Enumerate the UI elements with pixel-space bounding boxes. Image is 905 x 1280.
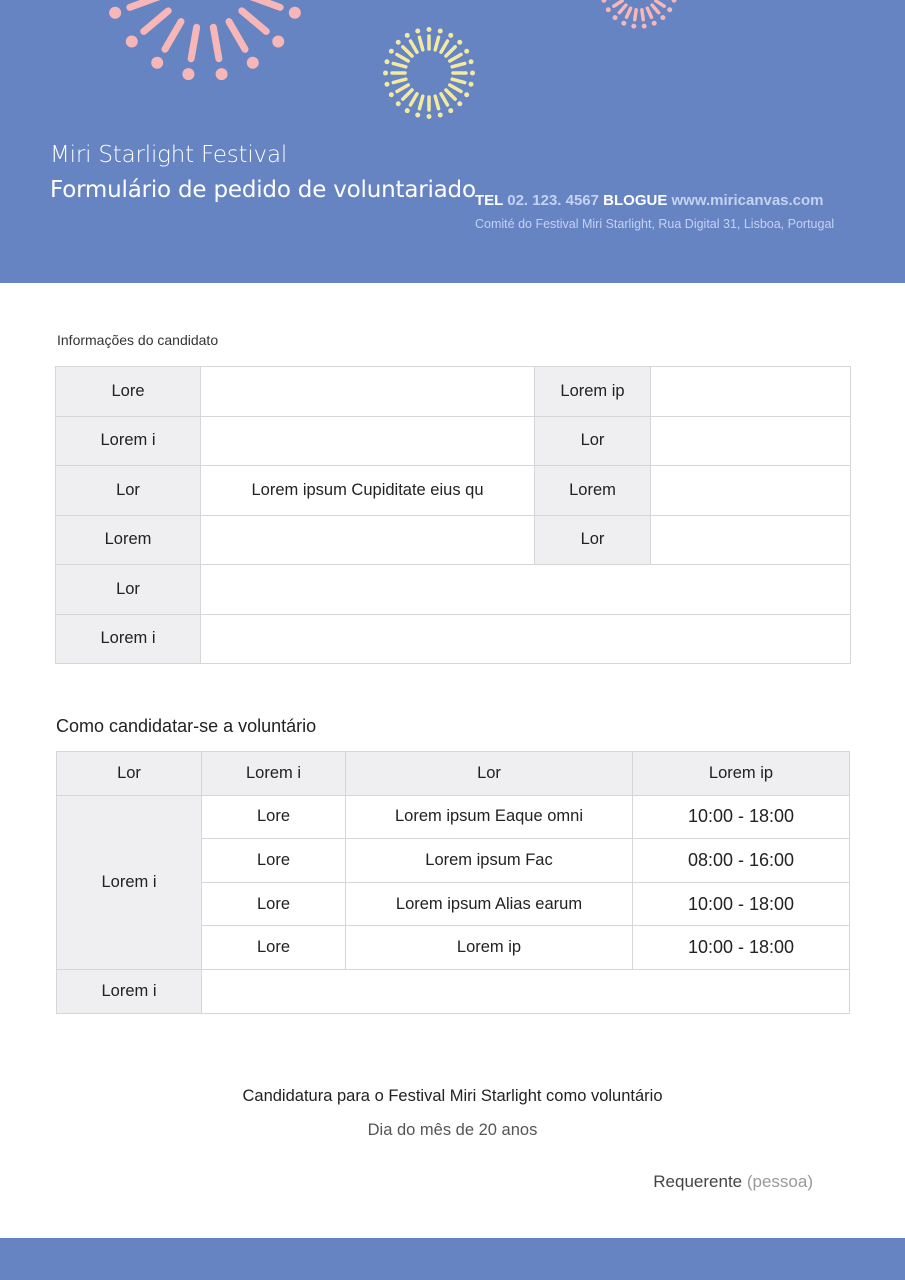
table-row (56, 515, 851, 565)
field-label: Lore (56, 367, 201, 417)
firework-icon (574, 0, 704, 50)
table-header-row (57, 752, 850, 796)
table-cell: Lorem ip (346, 926, 633, 970)
field-value[interactable] (201, 614, 851, 664)
field-value[interactable] (201, 565, 851, 615)
header-banner (0, 0, 905, 283)
table-cell: Lore (202, 926, 346, 970)
table-row (56, 416, 851, 466)
field-value[interactable] (201, 515, 535, 565)
field-label: Lorem (535, 466, 651, 516)
festival-title: Miri Starlight Festival (50, 142, 288, 168)
table-row (56, 367, 851, 417)
time-cell: 10:00 - 18:00 (633, 882, 850, 926)
field-value[interactable] (651, 367, 851, 417)
applicant-signature (653, 1172, 813, 1192)
field-label: Lor (56, 466, 201, 516)
field-label: Lor (56, 565, 201, 615)
applicant-person: (pessoa) (746, 1172, 813, 1191)
firework-icon (80, 0, 340, 90)
applicant-label: Requerente (653, 1172, 743, 1191)
group-label: Lorem i (57, 795, 202, 969)
blog-label: BLOGUE (603, 192, 668, 209)
field-label: Lorem ip (535, 367, 651, 417)
applicant-info-table (55, 366, 851, 664)
field-label: Lor (535, 515, 651, 565)
table-cell: Lore (202, 795, 346, 839)
table-row (56, 565, 851, 615)
table-cell: Lorem ipsum Alias earum (346, 882, 633, 926)
column-header: Lor (346, 752, 633, 796)
field-value[interactable] (651, 515, 851, 565)
time-cell: 10:00 - 18:00 (633, 926, 850, 970)
table-cell: Lore (202, 882, 346, 926)
column-header: Lor (57, 752, 202, 796)
field-label: Lorem i (57, 969, 202, 1013)
how-to-apply-title: Como candidatar-se a voluntário (56, 716, 317, 736)
contact-line (475, 192, 824, 209)
field-value[interactable] (201, 416, 535, 466)
table-row (57, 969, 850, 1013)
table-cell: Lorem ipsum Eaque omni (346, 795, 633, 839)
field-value[interactable] (651, 466, 851, 516)
field-value[interactable] (201, 367, 535, 417)
tel-value: 02. 123. 4567 (507, 192, 599, 209)
field-value[interactable]: Lorem ipsum Cupiditate eius qu (201, 466, 535, 516)
tel-label: TEL (475, 192, 504, 209)
table-row (56, 614, 851, 664)
form-title: Formulário de pedido de voluntariado (50, 177, 476, 203)
column-header: Lorem i (202, 752, 346, 796)
field-label: Lor (535, 416, 651, 466)
field-label: Lorem i (56, 614, 201, 664)
field-value[interactable] (651, 416, 851, 466)
table-row (57, 795, 850, 839)
table-cell: Lorem ipsum Fac (346, 839, 633, 883)
time-cell: 08:00 - 16:00 (633, 839, 850, 883)
field-label: Lorem (56, 515, 201, 565)
application-statement: Candidatura para o Festival Miri Starlight como voluntário (242, 1087, 663, 1105)
time-cell: 10:00 - 18:00 (633, 795, 850, 839)
table-cell: Lore (202, 839, 346, 883)
address: Comité do Festival Miri Starlight, Rua Digital 31, Lisboa, Portugal (475, 217, 835, 231)
applicant-info-label: Informações do candidato (57, 332, 219, 348)
field-label: Lorem i (56, 416, 201, 466)
how-to-apply-table (56, 751, 850, 1014)
table-row (56, 466, 851, 516)
date-line: Dia do mês de 20 anos (367, 1121, 538, 1139)
column-header: Lorem ip (633, 752, 850, 796)
field-value[interactable] (202, 969, 850, 1013)
blog-link[interactable]: www.miricanvas.com (671, 192, 824, 209)
firework-icon (374, 18, 484, 128)
footer-bar (0, 1238, 905, 1280)
